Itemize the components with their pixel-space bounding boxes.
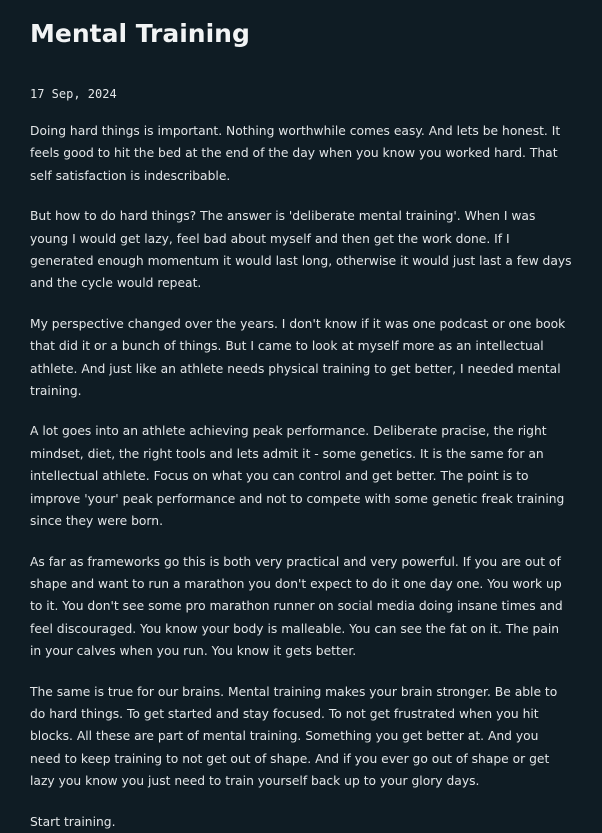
article-body [30, 120, 572, 833]
publish-date: 17 Sep, 2024 [30, 87, 117, 101]
paragraph-1: Doing hard things is important. Nothing worthwhile comes easy. And lets be honest. It feels good to hit the bed at the end of the day when you know you worked hard. That self satisfaction is indescribable. [30, 124, 561, 183]
paragraph-6: The same is true for our brains. Mental training makes your brain stronger. Be able to do hard things. To get started and stay focused. To not get frustrated when you hit blocks. All these are part of mental training. Something you get better at. And you need to keep training to not get out of shape. And if you ever go out of shape or get lazy you know you just need to train yourself back up to your glory days. [30, 684, 558, 789]
paragraph-2: But how to do hard things? The answer is 'deliberate mental training'. When I was young I would get lazy, feel bad about myself and then get the work done. If I generated enough momentum it would last long, otherwise it would just last a few days and the cycle would repeat. [30, 209, 572, 291]
paragraph-7: Start training. [30, 814, 116, 829]
paragraph-4: A lot goes into an athlete achieving peak performance. Deliberate pracise, the right mindset, diet, the right tools and lets admit it - some genetics. It is the same for an intellectual athlete. Focus on what you can control and get better. The point is to improve 'your' peak performance and not to compete with some genetic freak training since they were born. [30, 424, 565, 529]
page-title: Mental Training [30, 19, 250, 48]
paragraph-3: My perspective changed over the years. I don't know if it was one podcast or one book that did it or a bunch of things. But I came to look at myself more as an intellectual athlete. And just like an athlete needs physical training to get better, I needed mental training. [30, 316, 566, 399]
paragraph-5: As far as frameworks go this is both very practical and very powerful. If you are out of shape and want to run a marathon you don't expect to do it one day one. You work up to it. You don't see some pro marathon runner on social media doing insane times and feel discouraged. You know your body is malleable. You can see the fat on it. The pain in your calves when you run. You know it gets better. [30, 554, 563, 659]
